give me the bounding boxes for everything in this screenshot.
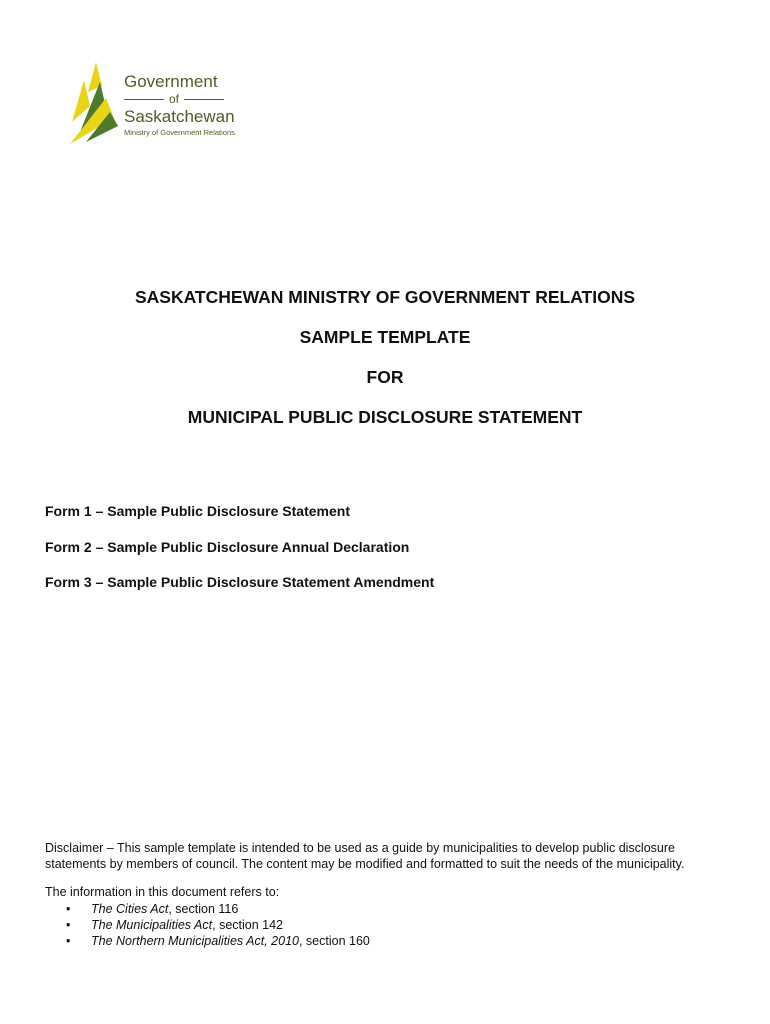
logo-government: Government (124, 72, 218, 91)
government-logo (66, 62, 256, 148)
document-title-block (0, 286, 770, 428)
title-statement: MUNICIPAL PUBLIC DISCLOSURE STATEMENT (187, 407, 583, 427)
logo-of: of (169, 92, 180, 106)
act-item (45, 901, 735, 917)
title-ministry: SASKATCHEWAN MINISTRY OF GOVERNMENT RELATIONS (134, 287, 636, 307)
act-item (45, 933, 735, 949)
bullet-icon: • (66, 918, 71, 932)
logo-rule-right (184, 99, 224, 100)
bullet-icon: • (66, 934, 71, 948)
act-name: The Cities Act (91, 902, 169, 916)
title-for: FOR (366, 367, 404, 387)
logo-rule-left (124, 99, 164, 100)
disclaimer-text: Disclaimer – This sample template is intended to be used as a guide by municipalities to develop public disclosure statements by members of council. The content may be modified and formatted to suit the needs of the municipality. (45, 841, 685, 871)
act-section: , section 142 (212, 918, 284, 932)
logo-ministry: Ministry of Government Relations (124, 128, 235, 137)
bullet-icon: • (66, 902, 71, 916)
act-name: The Northern Municipalities Act, 2010 (91, 934, 299, 948)
acts-list (45, 901, 735, 949)
act-item (45, 917, 735, 933)
logo-saskatchewan: Saskatchewan (124, 107, 235, 126)
form-3-label: Form 3 – Sample Public Disclosure Statement Amendment (45, 574, 435, 590)
info-intro: The information in this document refers to: (45, 885, 280, 899)
act-section: , section 160 (298, 934, 370, 948)
form-1-label: Form 1 – Sample Public Disclosure Statement (45, 503, 350, 519)
act-name: The Municipalities Act (91, 918, 213, 932)
act-section: , section 116 (168, 902, 239, 916)
title-sample-template: SAMPLE TEMPLATE (299, 327, 471, 347)
forms-list (45, 502, 725, 609)
logo-of-line (124, 91, 224, 107)
info-section (45, 884, 735, 949)
form-2-label: Form 2 – Sample Public Disclosure Annual Declaration (45, 538, 410, 555)
wheat-sheaf-logo-icon (66, 62, 122, 144)
logo-text (124, 72, 254, 139)
